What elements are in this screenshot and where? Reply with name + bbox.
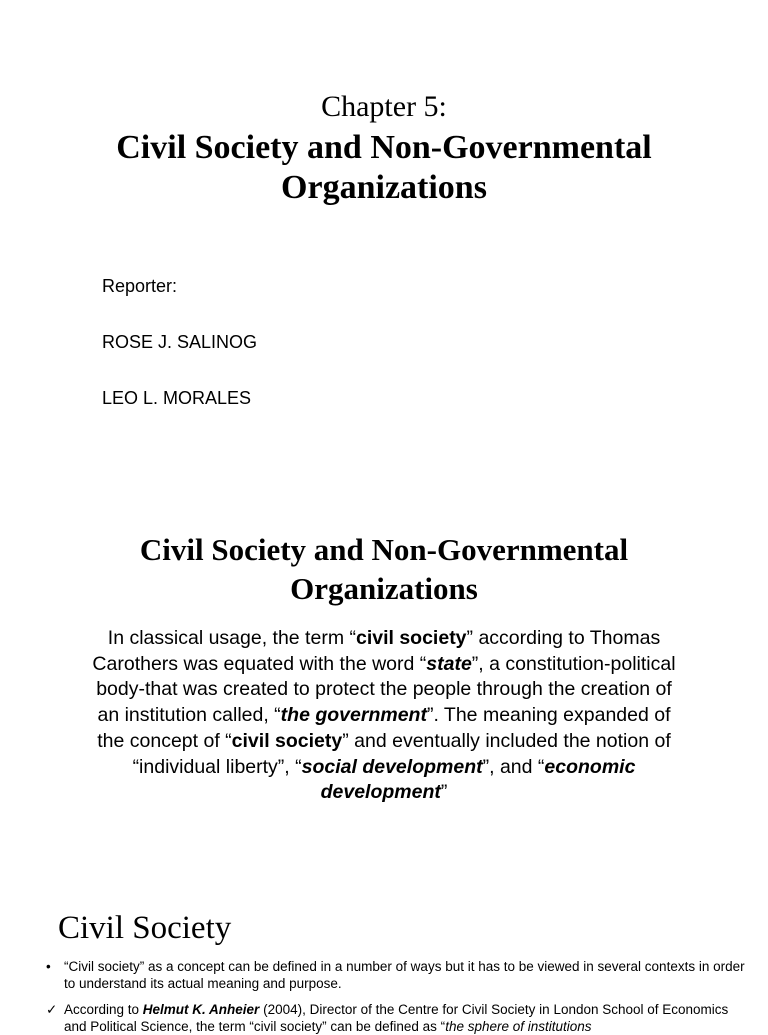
slide2-paragraph	[90, 626, 678, 806]
para-bold-italic-term: economic development	[320, 755, 636, 804]
bullet-text-part: (2004), Director of the Centre for Civil Society in London School of Economics and Political Science, the term “civil society” can be defined as “	[64, 1002, 729, 1034]
title-slide	[0, 0, 768, 500]
bullet-item-2	[46, 1001, 746, 1035]
para-text: ” and eventually included the notion of “individual liberty”, “	[132, 729, 671, 778]
para-text: In classical usage, the term “	[107, 627, 356, 649]
slide3-title: Civil Society	[58, 910, 232, 946]
chapter-label: Chapter 5:	[321, 90, 447, 123]
reporter-name-1: ROSE J. SALINOG	[102, 332, 258, 352]
slide2-title-line1: Civil Society and Non-Governmental	[139, 532, 629, 567]
para-text: ”, and “	[482, 755, 545, 778]
checkmark-icon: ✓	[46, 1002, 58, 1017]
para-bold-term: civil society	[231, 729, 343, 752]
civil-society-slide	[0, 900, 768, 1034]
slide1-title	[0, 128, 768, 208]
slide1-title-line1: Civil Society and Non-Governmental	[116, 129, 652, 166]
reporter-name-2: LEO L. MORALES	[102, 388, 252, 408]
para-bold-italic-term: state	[426, 652, 472, 675]
bullet-icon: •	[46, 959, 51, 974]
para-bold-italic-term: social development	[301, 755, 483, 778]
bullet-italic-term: the sphere of institutions	[445, 1019, 592, 1034]
slide2-title	[0, 530, 768, 608]
bullet-bold-italic-term: Helmut K. Anheier	[142, 1002, 260, 1017]
definition-slide	[0, 510, 768, 890]
bullet-text: “Civil society” as a concept can be defined in a number of ways but it has to be viewed in several contexts in order to understand its actual meaning and purpose.	[64, 959, 745, 991]
slide2-title-line2: Organizations	[290, 571, 478, 606]
para-text: ”	[440, 781, 448, 804]
para-text: ” according to Thomas Carothers was equated with the word “	[92, 627, 661, 675]
para-text: ”, a constitution-political body-that was created to protect the people through the creation of an institution called, “	[96, 652, 676, 727]
bullet-text-part: According to	[64, 1002, 143, 1017]
para-bold-term: civil society	[355, 627, 467, 649]
bullet-text	[46, 1001, 746, 1035]
para-text: ”. The meaning expanded of the concept of “	[97, 704, 671, 752]
reporter-label: Reporter:	[102, 276, 178, 296]
bullet-item-1	[46, 958, 746, 992]
slide1-title-line2: Organizations	[281, 169, 487, 206]
para-bold-italic-term: the government	[280, 704, 427, 727]
